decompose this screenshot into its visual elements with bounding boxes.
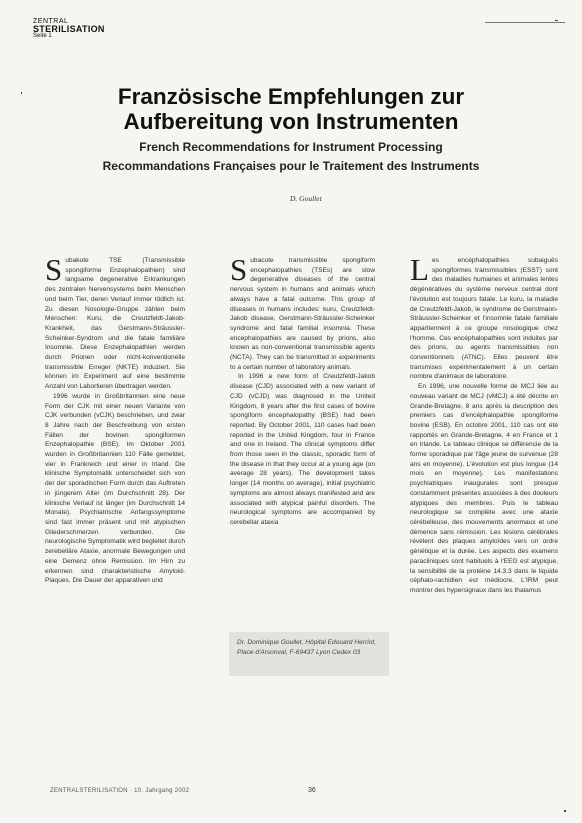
top-divider <box>485 22 565 23</box>
subtitle-french: Recommandations Françaises pour le Traitement des Instruments <box>102 159 480 173</box>
scan-speck <box>21 92 22 94</box>
paragraph: 1996 wurde in Großbritannien eine neue Form der CJK mit einer neuen Variante von CJK verbunden (vCJK) beschrieben, und zwar 8 Jahre nach der Beschreibung von ersten Fällen der bovinen spongiformen Enzephalopathie (BSE). Im Oktober 2001 wurden in Großbritannien 110 Fälle gemeldet, vier in Frankreich und einer in Irland. Die klinische Symptomatik unterscheidet sich von der der sporadischen Form durch das Auftreten in jüngerem Alter (im Durchschnitt 28). Der klinische Verlauf ist länger (im Durchschnitt 14 Monate). Psychiatrische Anfangssymptome sind fast immer präsent und mit atypischen Gliederschmerzen verbunden. Die neurologische Symptomatik wird begleitet durch zerebelläre Ataxie, anormale Bewegungen und eine Demenz ohne Remission. Im Hirn zu erkennen sind charakteristische Amyloid-Plaques. Die Dauer der apparativen und <box>45 392 186 585</box>
scan-speck <box>555 20 558 21</box>
page-number: 36 <box>308 787 316 794</box>
title-line1: Französische Empfehlungen zur <box>117 84 465 109</box>
column-french <box>410 252 558 596</box>
author-address-box: Dr. Dominique Goullet, Hôpital Edouard Herriot, Place d'Arsonval, F-69437 Lyon Cedex 03 <box>229 632 389 676</box>
scan-speck <box>564 810 566 812</box>
masthead-line3: Seite 1 <box>33 33 52 39</box>
paragraph: ubacute transmissible spongiform encephalopathies (TSEs) are slow degenerative diseases of the central nervous system in humans and animals which always have a fatal outcome. This group of diseases in humans includes: kuru, Creutzfeldt-Jakob disease, Gerstmann-Sträussler-Scheinker syndrome and fatal familial insomnia. These encephalopathies are caused by prions, also known as non-conventional transmissible agents (NCTA). They can be transmitted in experiments to a certain number of laboratory animals. <box>230 257 375 371</box>
footer-journal: ZENTRALSTERILISATION · 10. Jahrgang 2002 <box>50 788 190 794</box>
column-german <box>45 252 186 586</box>
drop-cap: L <box>410 252 429 287</box>
title-line2: Aufbereitung von Instrumenten <box>123 109 459 134</box>
paragraph: es encéphalopathies subaiguës spongiformes transmissibles (ESST) sont des maladies humaines et animales lentes dégénératives du système nerveux central dont l'évolution est toujours fatale. Le kuru, la maladie de Creutzfeldt-Jakob, le syndrome de Gerstmann-Sträussler-Scheinker et l'insomnie fatale familiale appartiennent à ce groupe nosologique chez l'homme. Ces encéphalopathies sont induites par des prions, ou agents transmissibles non conventionnels (ATNC). Elles peuvent être transmises expérimentalement à un certain nombre d'animaux de laboratoire. <box>410 257 558 381</box>
drop-cap: S <box>45 252 63 287</box>
drop-cap: S <box>230 252 248 287</box>
paragraph: In 1996 a new form of Creutzfeldt-Jakob disease (CJD) associated with a new variant of CJD (vCJD) was diagnosed in the United Kingdom, 8 years after the first cases of bovine spongiform encephalopathy (BSE) had been reported. By October 2001, 110 cases had been reported in the United Kingdom, four in France and one in Ireland. The clinical symptoms differ from those seen in the classic, sporadic form of the disease in that they occur at a young age (on average 28 years). The development takes longer (14 months on average), initial psychiatric symptoms are almost always manifested and are associated with atypical painful disorders. The neurological symptoms are accompanied by cerebellar ataxia <box>230 373 375 526</box>
article-title <box>0 84 582 173</box>
paragraph: En 1996, une nouvelle forme de MCJ liée au nouveau variant de MCJ (vMCJ) a été décrite en Grande-Bretagne, 8 ans après la description des premiers cas d'encéphalopathie spongiforme bovine (ESB). En octobre 2001, 110 cas ont été rapportés en Grande-Bretagne, 4 en France et 1 en Irlande. Le tableau clinique se différencie de la forme sporadique par l'âge jeune de survenue (28 ans en moyenne). L'évolution est plus longue (14 mois en moyenne). Les manifestations psychiatriques inaugurales sont presque constamment présentes associées à des douleurs atypiques des membres. Puis le tableau neurologique se complète avec une ataxie cérébelleuse, des mouvements anormaux et une démence sans rémission. Les lésions cérébrales révèlent des plaques amyloïdes vers un ordre génétique et la durée. Les aspects des examens paracliniques sont habituels à l'EEG est atypique, la sensibilité de la protéine 14.3.3 dans le liquide céphalo-rachidien est médiocre. L'IRM peut montrer des hypersignaux dans les thalamus <box>410 383 558 594</box>
column-english <box>230 252 375 528</box>
subtitle-english: French Recommendations for Instrument Processing <box>139 140 443 154</box>
masthead-line1: ZENTRAL <box>33 18 69 25</box>
journal-masthead <box>33 18 105 39</box>
author-name: D. Goullet <box>290 194 322 203</box>
paragraph: ubakute TSE (Transmissible spongiforme Enzephalopathien) sind langsame degenerative Erkrankungen des zentralen Nervensystems beim Menschen und beim Tier, deren Verlauf immer tödlich ist. Zu diesen Nosologie-Gruppe zählen beim Menschen: Kuru, die Creutzfeldt-Jakob-Krankheit, das Gerstmann-Sträussler-Scheinker-Syndrom und die fatale familiäre Insomnie. Diese Enzephalopathien werden durch Prionen oder nicht-konventionelle transmissible Erreger (NKTE) induziert. Sie können im Experiment auf eine bestimmte Anzahl von Labortieren übertragen werden. <box>45 257 185 391</box>
masthead-line2: STERILISATION <box>33 24 105 34</box>
